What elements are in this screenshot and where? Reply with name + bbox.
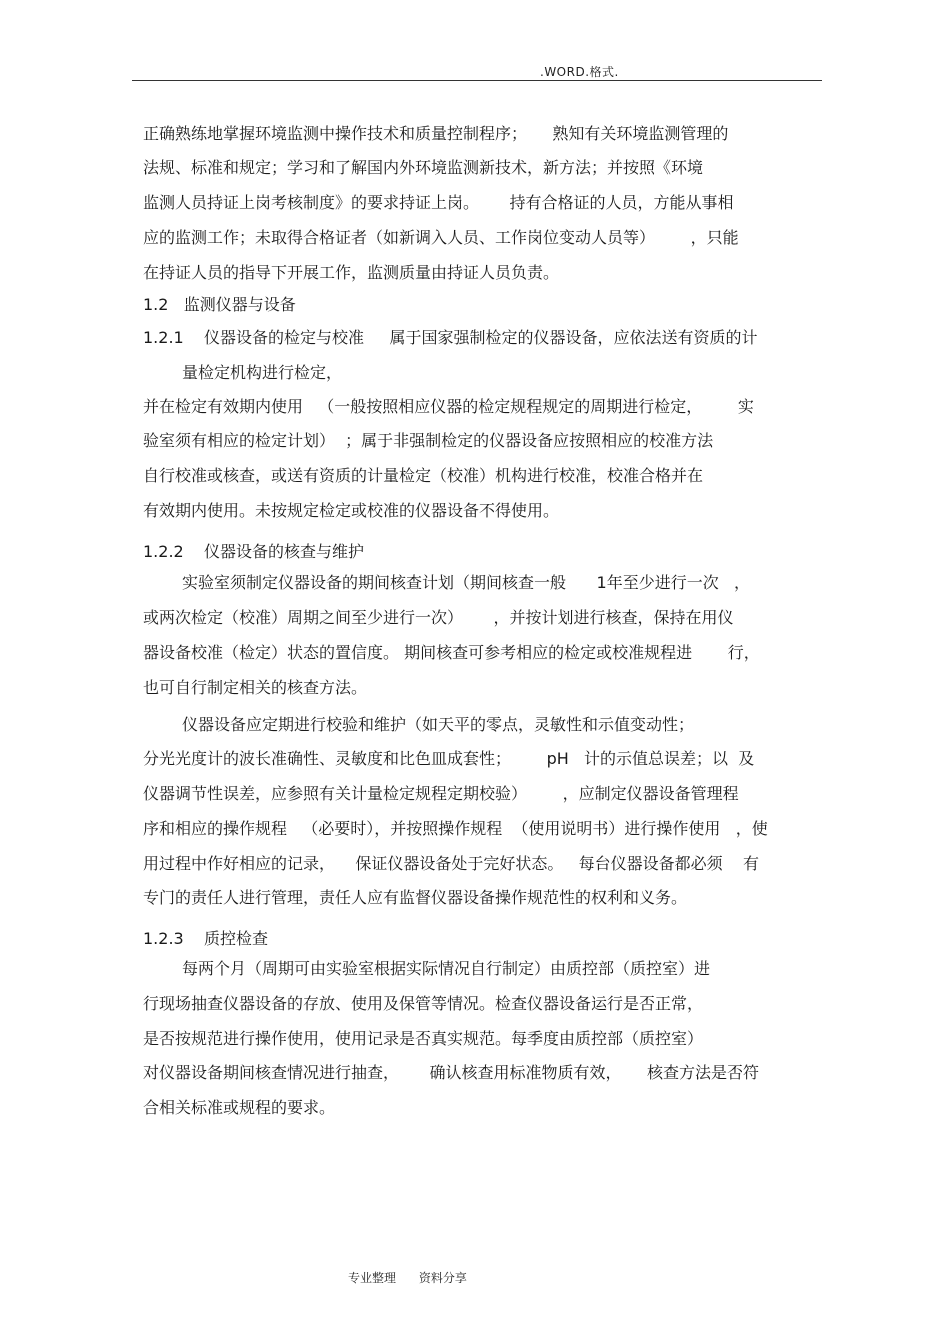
body-line: 量检定机构进行检定， <box>182 363 343 382</box>
body-line: 自行校准或核查，或送有资质的计量检定（校准）机构进行校准，校准合格并在 <box>143 466 704 485</box>
body-line: 仪器调节性误差，应参照有关计量检定规程定期校验） ，应制定仪器设备管理程 <box>143 784 739 803</box>
body-line: 在持证人员的指导下开展工作，监测质量由持证人员负责。 <box>143 263 560 282</box>
section-heading-1-2: 1.2 监测仪器与设备 <box>143 295 296 314</box>
body-line: 也可自行制定相关的核查方法。 <box>143 678 368 697</box>
page-footer: 专业整理 资料分享 <box>348 1271 467 1285</box>
body-line: 或两次检定（校准）周期之间至少进行一次） ，并按计划进行核查，保持在用仪 <box>143 608 734 627</box>
body-line: 器设备校准（检定）状态的置信度。 期间核查可参考相应的检定或校准规程进 行， <box>143 643 760 662</box>
body-line: 并在检定有效期内使用 （一般按照相应仪器的检定规程规定的周期进行检定， 实 <box>143 397 754 416</box>
page-header: .WORD.格式. <box>540 65 619 79</box>
body-line: 合相关标准或规程的要求。 <box>143 1098 336 1117</box>
body-line: 实验室须制定仪器设备的期间核查计划（期间核查一般 1年至少进行一次 ， <box>182 573 750 592</box>
body-line: 对仪器设备期间核查情况进行抽查， 确认核查用标准物质有效， 核查方法是否符 <box>143 1063 759 1082</box>
header-divider <box>132 80 822 81</box>
body-line: 监测人员持证上岗考核制度》的要求持证上岗。 持有合格证的人员，方能从事相 <box>143 193 734 212</box>
body-line: 是否按规范进行操作使用，使用记录是否真实规范。每季度由质控部（质控室） <box>143 1029 704 1048</box>
body-line: 序和相应的操作规程 （必要时），并按照操作规程 （使用说明书）进行操作使用 ，使 <box>143 819 768 838</box>
body-line: 验室须有相应的检定计划） ；属于非强制检定的仪器设备应按照相应的校准方法 <box>143 431 714 450</box>
body-line: 仪器设备应定期进行校验和维护（如天平的零点，灵敏性和示值变动性； <box>182 715 695 734</box>
body-line: 有效期内使用。未按规定检定或校准的仪器设备不得使用。 <box>143 501 560 520</box>
subsection-heading-1-2-1: 1.2.1 仪器设备的检定与校准 属于国家强制检定的仪器设备，应依法送有资质的计 <box>143 328 758 347</box>
body-line: 应的监测工作；未取得合格证者（如新调入人员、工作岗位变动人员等） ，只能 <box>143 228 739 247</box>
body-line: 分光光度计的波长准确性、灵敏度和比色皿成套性； pH 计的示值总误差；以 及 <box>143 749 755 768</box>
body-line: 每两个月（周期可由实验室根据实际情况自行制定）由质控部（质控室）进 <box>182 959 711 978</box>
body-line: 行现场抽查仪器设备的存放、使用及保管等情况。检查仪器设备运行是否正常， <box>143 994 704 1013</box>
body-line: 法规、标准和规定；学习和了解国内外环境监测新技术，新方法；并按照《环境 <box>143 158 704 177</box>
body-line: 用过程中作好相应的记录， 保证仪器设备处于完好状态。 每台仪器设备都必须 有 <box>143 854 759 873</box>
subsection-heading-1-2-2: 1.2.2 仪器设备的核查与维护 <box>143 542 365 561</box>
body-line: 正确熟练地掌握环境监测中操作技术和质量控制程序； 熟知有关环境监测管理的 <box>143 124 729 143</box>
subsection-heading-1-2-3: 1.2.3 质控检查 <box>143 929 269 948</box>
body-line: 专门的责任人进行管理，责任人应有监督仪器设备操作规范性的权利和义务。 <box>143 888 688 907</box>
